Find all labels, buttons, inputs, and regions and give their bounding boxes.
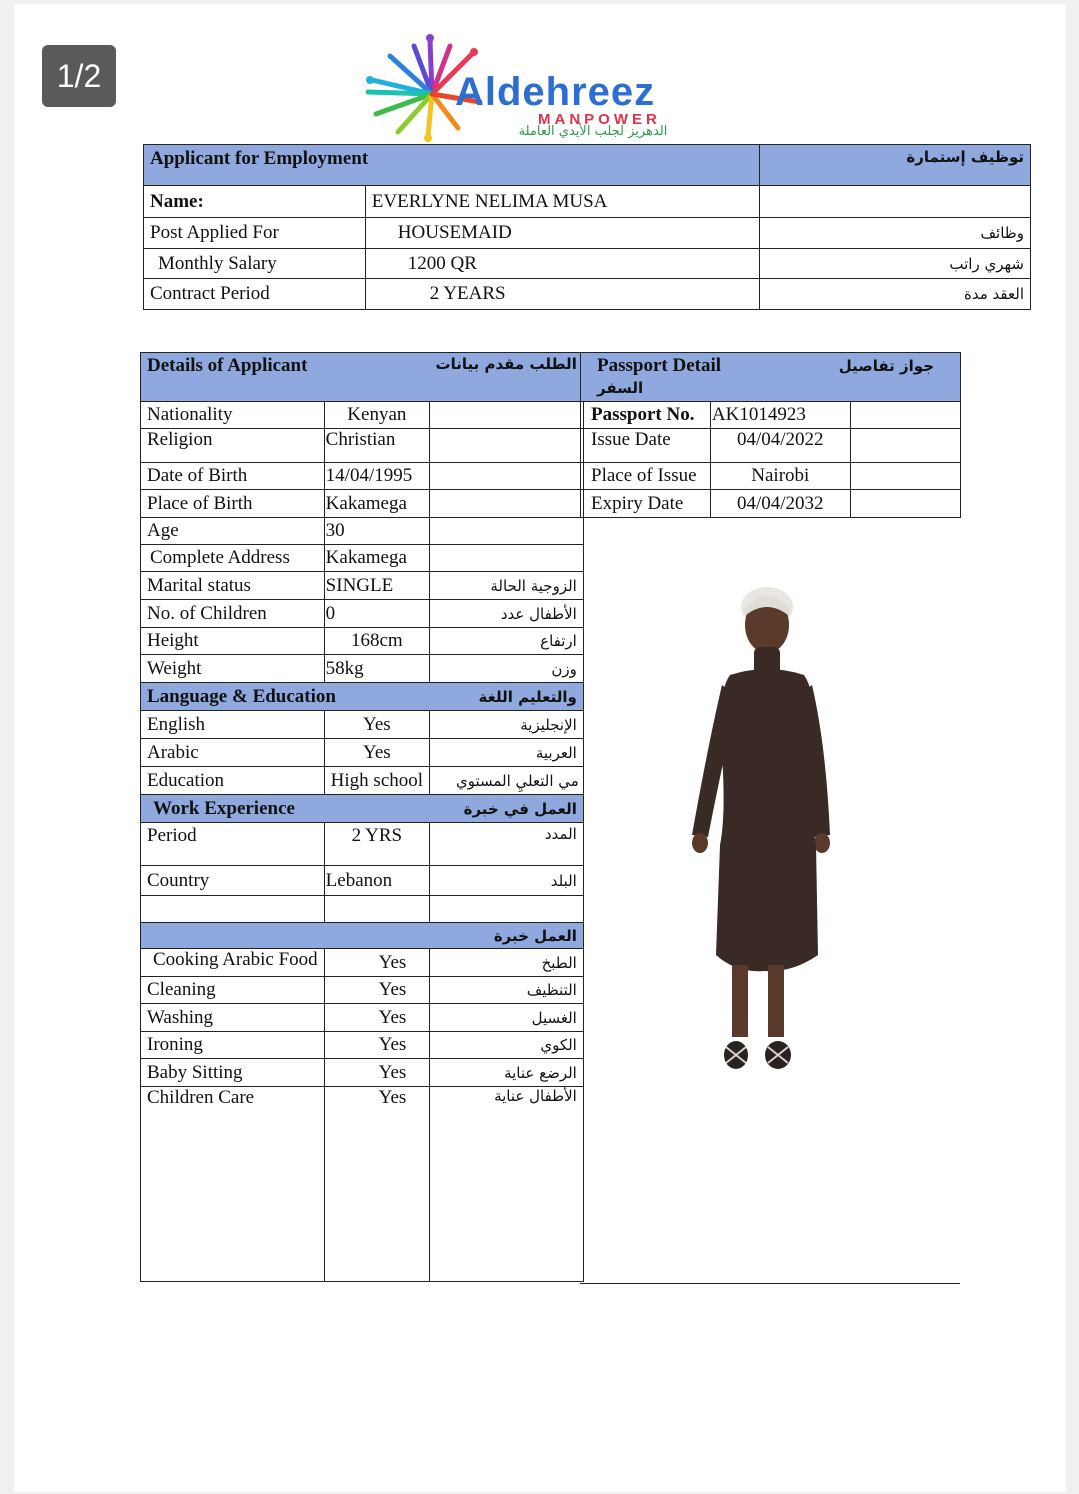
nationality-value: Kenyan xyxy=(324,402,429,429)
country-value: Lebanon xyxy=(324,866,429,896)
table-row xyxy=(144,186,1031,218)
cooking-ar: الطبخ xyxy=(430,949,584,977)
passport-header-row xyxy=(581,353,961,402)
table-row xyxy=(141,1032,584,1059)
height-value: 168cm xyxy=(324,628,429,655)
passport-title-ar2: السفر xyxy=(597,379,644,397)
nationality-label: Nationality xyxy=(141,402,325,429)
table-row xyxy=(141,518,584,545)
religion-label: Religion xyxy=(141,429,325,463)
weight-ar: وزن xyxy=(430,655,584,683)
employment-title-ar: توظيف إستمارة xyxy=(760,145,1031,186)
work-title-ar: العمل في خبرة xyxy=(430,795,584,823)
babysitting-ar: الرضع عناية xyxy=(430,1059,584,1087)
age-value: 30 xyxy=(324,518,429,545)
applicant-details-table xyxy=(140,352,584,1282)
pob-ar xyxy=(430,490,584,518)
washing-label: Washing xyxy=(141,1004,325,1032)
height-ar: ارتفاع xyxy=(430,628,584,655)
salary-ar: شهري راتب xyxy=(760,249,1031,279)
dob-ar xyxy=(430,463,584,490)
children-label: No. of Children xyxy=(141,600,325,628)
period-ar: المدد xyxy=(430,823,584,866)
contract-label: Contract Period xyxy=(144,279,366,310)
children-value: 0 xyxy=(324,600,429,628)
passport-title: Passport Detail xyxy=(597,355,722,376)
work-header-row xyxy=(141,795,584,823)
english-label: English xyxy=(141,711,325,739)
details-header-row xyxy=(141,353,584,402)
childcare-value: Yes xyxy=(324,1087,429,1282)
employment-title: Applicant for Employment xyxy=(144,145,760,186)
language-title-ar: والتعليم اللغة xyxy=(430,683,584,711)
table-row xyxy=(141,866,584,896)
childcare-ar: الأطفال عناية xyxy=(430,1087,584,1282)
table-row xyxy=(141,655,584,683)
post-value: HOUSEMAID xyxy=(365,218,760,249)
post-label: Post Applied For xyxy=(144,218,366,249)
children-ar: الأطفال عدد xyxy=(430,600,584,628)
salary-label: Monthly Salary xyxy=(144,249,366,279)
weight-value: 58kg xyxy=(324,655,429,683)
logo-arabic: الدهريز لجلب الأيدي العاملة xyxy=(518,124,668,139)
table-row xyxy=(141,402,584,429)
dob-value: 14/04/1995 xyxy=(324,463,429,490)
passport-table xyxy=(580,352,961,518)
table-row xyxy=(141,572,584,600)
details-title-ar: الطلب مقدم بيانات xyxy=(430,353,584,402)
address-label: Complete Address xyxy=(141,545,325,572)
country-label: Country xyxy=(141,866,325,896)
country-ar: البلد xyxy=(430,866,584,896)
employment-header-row xyxy=(144,145,1031,186)
work-title: Work Experience xyxy=(141,795,430,823)
table-row xyxy=(581,429,961,463)
babysitting-value: Yes xyxy=(324,1059,429,1087)
name-ar xyxy=(760,186,1031,218)
salary-value: 1200 QR xyxy=(365,249,760,279)
table-row xyxy=(581,463,961,490)
table-row xyxy=(141,628,584,655)
marital-label: Marital status xyxy=(141,572,325,600)
table-row xyxy=(144,279,1031,310)
english-value: Yes xyxy=(324,711,429,739)
employment-header-table xyxy=(143,144,1031,310)
skills-header-row xyxy=(141,923,584,949)
table-row xyxy=(141,463,584,490)
table-row xyxy=(144,249,1031,279)
education-ar: مي التعليِ المستوي xyxy=(430,767,584,795)
table-row xyxy=(144,218,1031,249)
age-label: Age xyxy=(141,518,325,545)
arabic-ar: العربية xyxy=(430,739,584,767)
place-issue-value: Nairobi xyxy=(710,463,850,490)
table-row xyxy=(141,490,584,518)
post-ar: وظائف xyxy=(760,218,1031,249)
education-label: Education xyxy=(141,767,325,795)
language-header-row xyxy=(141,683,584,711)
table-row xyxy=(141,767,584,795)
issue-date-value: 04/04/2022 xyxy=(710,429,850,463)
table-row-empty xyxy=(141,896,584,923)
ironing-label: Ironing xyxy=(141,1032,325,1059)
passport-header-cell xyxy=(581,353,961,402)
pob-value: Kakamega xyxy=(324,490,429,518)
religion-ar xyxy=(430,429,584,463)
expiry-date-value: 04/04/2032 xyxy=(710,490,850,518)
page-indicator: 1/2 xyxy=(42,45,116,107)
pob-label: Place of Birth xyxy=(141,490,325,518)
contract-ar: العقد مدة xyxy=(760,279,1031,310)
table-row xyxy=(141,1087,584,1282)
ironing-ar: الكوي xyxy=(430,1032,584,1059)
ironing-value: Yes xyxy=(324,1032,429,1059)
name-label: Name: xyxy=(144,186,366,218)
table-row xyxy=(141,1059,584,1087)
height-label: Height xyxy=(141,628,325,655)
logo-name: Aldehreez xyxy=(455,70,656,114)
table-row xyxy=(141,949,584,977)
table-row xyxy=(141,711,584,739)
name-value: EVERLYNE NELIMA MUSA xyxy=(365,186,760,218)
issue-date-label: Issue Date xyxy=(581,429,711,463)
childcare-label: Children Care xyxy=(141,1087,325,1282)
cooking-value: Yes xyxy=(324,949,429,977)
cleaning-value: Yes xyxy=(324,977,429,1004)
cleaning-label: Cleaning xyxy=(141,977,325,1004)
logo-subtitle: MANPOWER xyxy=(538,111,661,128)
place-issue-label: Place of Issue xyxy=(581,463,711,490)
english-ar: الإنجليزية xyxy=(430,711,584,739)
passport-no-label: Passport No. xyxy=(581,402,711,429)
marital-value: SINGLE xyxy=(324,572,429,600)
table-row xyxy=(141,600,584,628)
nationality-ar xyxy=(430,402,584,429)
education-value: High school xyxy=(324,767,429,795)
marital-ar: الزوجية الحالة xyxy=(430,572,584,600)
washing-value: Yes xyxy=(324,1004,429,1032)
language-title: Language & Education xyxy=(141,683,430,711)
weight-label: Weight xyxy=(141,655,325,683)
table-row xyxy=(141,977,584,1004)
cleaning-ar: التنظيف xyxy=(430,977,584,1004)
arabic-label: Arabic xyxy=(141,739,325,767)
cooking-label: Cooking Arabic Food xyxy=(141,949,325,977)
table-row xyxy=(581,402,961,429)
expiry-date-label: Expiry Date xyxy=(581,490,711,518)
washing-ar: الغسيل xyxy=(430,1004,584,1032)
passport-title-ar: جواز تفاصيل xyxy=(838,357,934,375)
address-ar xyxy=(430,545,584,572)
table-row xyxy=(141,429,584,463)
table-row xyxy=(141,545,584,572)
period-value: 2 YRS xyxy=(324,823,429,866)
table-row xyxy=(141,739,584,767)
table-row xyxy=(141,823,584,866)
applicant-photo xyxy=(680,585,840,1075)
skills-title-ar: العمل خبرة xyxy=(430,923,584,949)
passport-no-value: AK1014923 xyxy=(710,402,850,429)
dob-label: Date of Birth xyxy=(141,463,325,490)
period-label: Period xyxy=(141,823,325,866)
bottom-rule xyxy=(580,1283,960,1284)
arabic-value: Yes xyxy=(324,739,429,767)
age-ar xyxy=(430,518,584,545)
table-row xyxy=(581,490,961,518)
religion-value: Christian xyxy=(324,429,429,463)
address-value: Kakamega xyxy=(324,545,429,572)
table-row xyxy=(141,1004,584,1032)
babysitting-label: Baby Sitting xyxy=(141,1059,325,1087)
contract-value: 2 YEARS xyxy=(365,279,760,310)
details-title: Details of Applicant xyxy=(141,353,430,402)
